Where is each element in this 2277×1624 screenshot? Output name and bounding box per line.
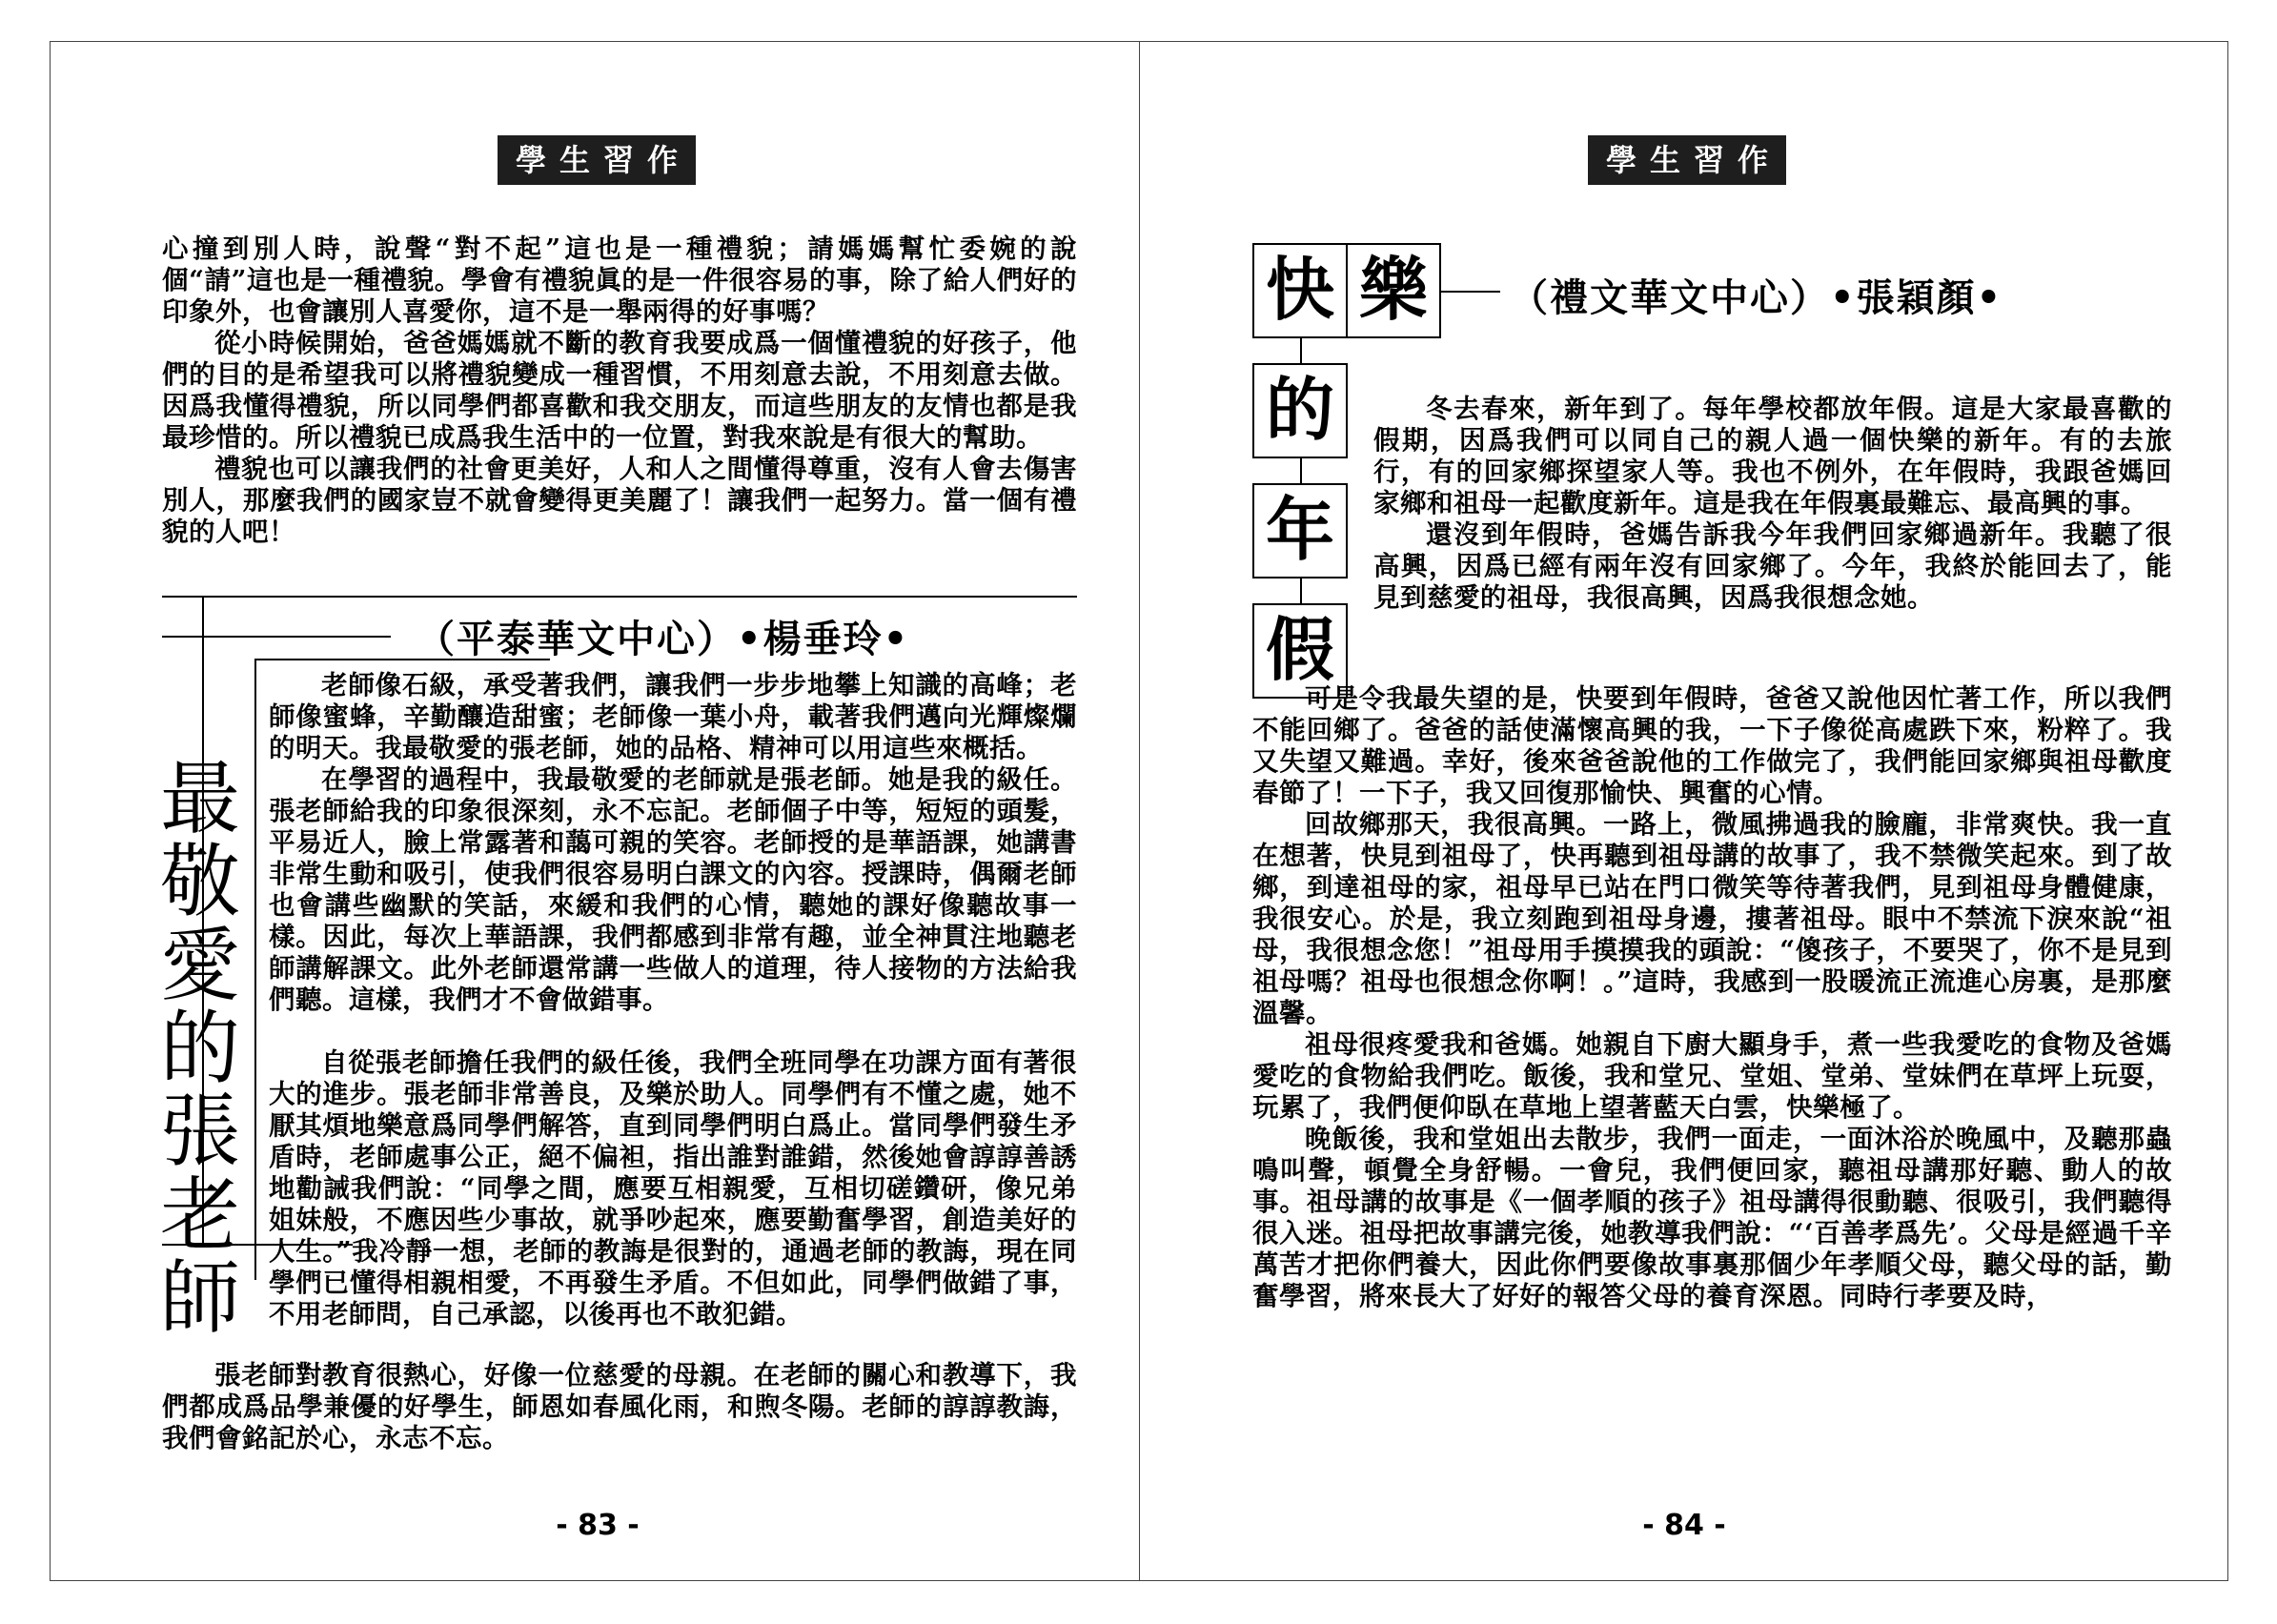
title-char: 最 [159,752,240,845]
paragraph: 晚飯後，我和堂姐出去散步，我們一面走，一面沐浴於晚風中，及聽那蟲鳴叫聲，頓覺全身舒暢。一會兒，我們便回家，聽祖母講那好聽、動人的故事。祖母講的故事是《一個孝順的孩子》祖母講得很動聽、很吸引，我們聽得很入迷。祖母把故事講完後，她教導我們說：“‘百善孝爲先’。父母是經過千辛萬苦才把你們養大，因此你們要像故事裏那個少年孝順父母，聽父母的話，勤奮學習，將來長大了好好的報答父母的養育深恩。同時行孝要及時， [1252,1124,2172,1311]
paragraph: 回故鄉那天，我很高興。一路上，微風拂過我的臉龐，非常爽快。我一直在想著，快見到祖母了，快再聽到祖母講的故事了，我不禁微笑起來。到了故鄉，到達祖母的家，祖母早已站在門口微笑等待著我們，見到祖母身體健康，我很安心。於是，我立刻跑到祖母身邊，摟著祖母。眼中不禁流下淚來說“祖母，我很想念您！”祖母用手摸摸我的頭說：“傻孩子，不要哭了，你不是見到祖母嗎？祖母也很想念你啊！。”這時，我感到一股暖流正流進心房裏，是那麼溫馨。 [1252,809,2172,1028]
title-box-char: 的 [1252,363,1348,458]
paragraph: 冬去春來，新年到了。每年學校都放年假。這是大家最喜歡的假期，因爲我們可以同自己的親人過一個快樂的新年。有的去旅行，有的回家鄉探望家人等。我也不例外，在年假時，我跟爸媽回家鄉和祖母一起歡度新年。這是我在年假裏最難忘、最高興的事。 [1373,394,2172,518]
title-char: 老 [159,1167,240,1262]
section-divider [162,596,1077,598]
box-left-rule [254,659,256,1280]
title-connector [1300,336,1302,363]
essay-title-vertical [152,752,248,1346]
essay-body-boxed [269,670,1077,1016]
title-connector [1300,577,1302,603]
paragraph: 在學習的過程中，我最敬愛的老師就是張老師。她是我的級任。張老師給我的印象很深刻，永不忘記。老師個子中等，短短的頭髮，平易近人，臉上常露著和藹可親的笑容。老師授的是華語課，她講書非常生動和吸引，使我們很容易明白課文的內容。授課時，偶爾老師也會講些幽默的笑話，來緩和我們的心情，聽她的課好像聽故事一樣。因此，每次上華語課，我們都感到非常有趣，並全神貫注地聽老師講解課文。此外老師還常講一些做人的道理，待人接物的方法給我們聽。這樣，我們才不會做錯事。 [269,764,1077,1015]
essay-byline: （平泰華文中心）•楊垂玲• [417,617,910,661]
essay-body-full [1252,683,2172,1312]
paragraph: 祖母很疼愛我和爸媽。她親自下廚大顯身手，煮一些我愛吃的食物及爸媽愛吃的食物給我們吃。飯後，我和堂兄、堂姐、堂弟、堂妹們在草坪上玩耍，玩累了，我們便仰臥在草地上望著藍天白雲，快樂極了。 [1252,1029,2172,1123]
essay-body-full [162,1360,1077,1454]
title-connector [1300,457,1302,483]
title-char: 師 [159,1251,240,1346]
paragraph: 老師像石級，承受著我們，讓我們一步步地攀上知識的高峰；老師像蜜蜂，辛勤釀造甜蜜；老師像一葉小舟，載著我們邁向光輝燦爛的明天。我最敬愛的張老師，她的品格、精神可以用這些來概括。 [269,670,1077,763]
byline-rule [162,636,391,638]
title-box-char: 樂 [1346,243,1441,338]
byline-rule [1439,291,1500,293]
paragraph: 可是令我最失望的是，快要到年假時，爸爸又說他因忙著工作，所以我們不能回鄉了。爸爸的話使滿懷高興的我，一下子像從高處跌下來，粉粹了。我又失望又難過。幸好，後來爸爸說他的工作做完了，我們能回家鄉與祖母歡度春節了！一下子，我又回復那愉快、興奮的心情。 [1252,683,2172,808]
essay-body-boxed-2 [269,1047,1077,1330]
paragraph: 從小時候開始，爸爸媽媽就不斷的教育我要成爲一個懂禮貌的好孩子，他們的目的是希望我可以將禮貌變成一種習慣，不用刻意去說，不用刻意去做。因爲我懂得禮貌，所以同學們都喜歡和我交朋友，而這些朋友的友情也都是我最珍惜的。所以禮貌已成爲我生活中的一位置，對我來說是有很大的幫助。 [162,328,1077,453]
page-number: - 83 - [556,1509,640,1542]
essay-byline: （禮文華文中心）•張穎顏• [1510,275,2003,320]
paragraph: 自從張老師擔任我們的級任後，我們全班同學在功課方面有著很大的進步。張老師非常善良，及樂於助人。同學們有不懂之處，她不厭其煩地樂意爲同學們解答，直到同學們明白爲止。當同學們發生矛盾時，老師處事公正，絕不偏袒，指出誰對誰錯，然後她會諄諄善誘地勸誡我們說：“同學之間，應要互相親愛，互相切磋鑽研，像兄弟姐妹般，不應因些少事故，就爭吵起來，應要勤奮學習，創造美好的人生。”我冷靜一想，老師的教誨是很對的，通過老師的教誨，現在同學們已懂得相親相愛，不再發生矛盾。不但如此，同學們做錯了事，不用老師問，自己承認，以後再也不敢犯錯。 [269,1047,1077,1330]
essay-continued-text [162,233,1077,548]
title-char: 愛 [159,918,240,1012]
section-header: 學生習作 [1588,135,1786,185]
essay-body-indented [1373,394,2172,614]
paragraph: 禮貌也可以讓我們的社會更美好，人和人之間懂得尊重，沒有人會去傷害別人，那麼我們的國家豈不就會變得更美麗了！讓我們一起努力。當一個有禮貌的人吧！ [162,454,1077,547]
title-char: 張 [159,1085,240,1179]
page-83 [50,41,1139,1581]
page-number: - 84 - [1642,1509,1726,1542]
title-char: 的 [159,1002,240,1096]
paragraph: 還沒到年假時，爸媽告訴我今年我們回家鄉過新年。我聽了很高興，因爲已經有兩年沒有回家鄉了。今年，我終於能回去了，能見到慈愛的祖母，我很高興，因爲我很想念她。 [1373,519,2172,613]
page-84 [1140,41,2228,1581]
section-header: 學生習作 [498,135,696,185]
title-box-char: 年 [1252,483,1348,579]
title-box-char: 假 [1252,603,1348,699]
paragraph: 心撞到別人時，說聲“對不起”這也是一種禮貌；請媽媽幫忙委婉的說個“請”這也是一種禮貌。學會有禮貌眞的是一件很容易的事，除了給人們好的印象外，也會讓別人喜愛你，這不是一舉兩得的好事嗎？ [162,233,1077,327]
title-box-char: 快 [1252,243,1348,338]
paragraph: 張老師對教育很熱心，好像一位慈愛的母親。在老師的關心和教導下，我們都成爲品學兼優的好學生，師恩如春風化雨，和煦冬陽。老師的諄諄教誨，我們會銘記於心，永志不忘。 [162,1360,1077,1453]
title-char: 敬 [159,835,240,929]
